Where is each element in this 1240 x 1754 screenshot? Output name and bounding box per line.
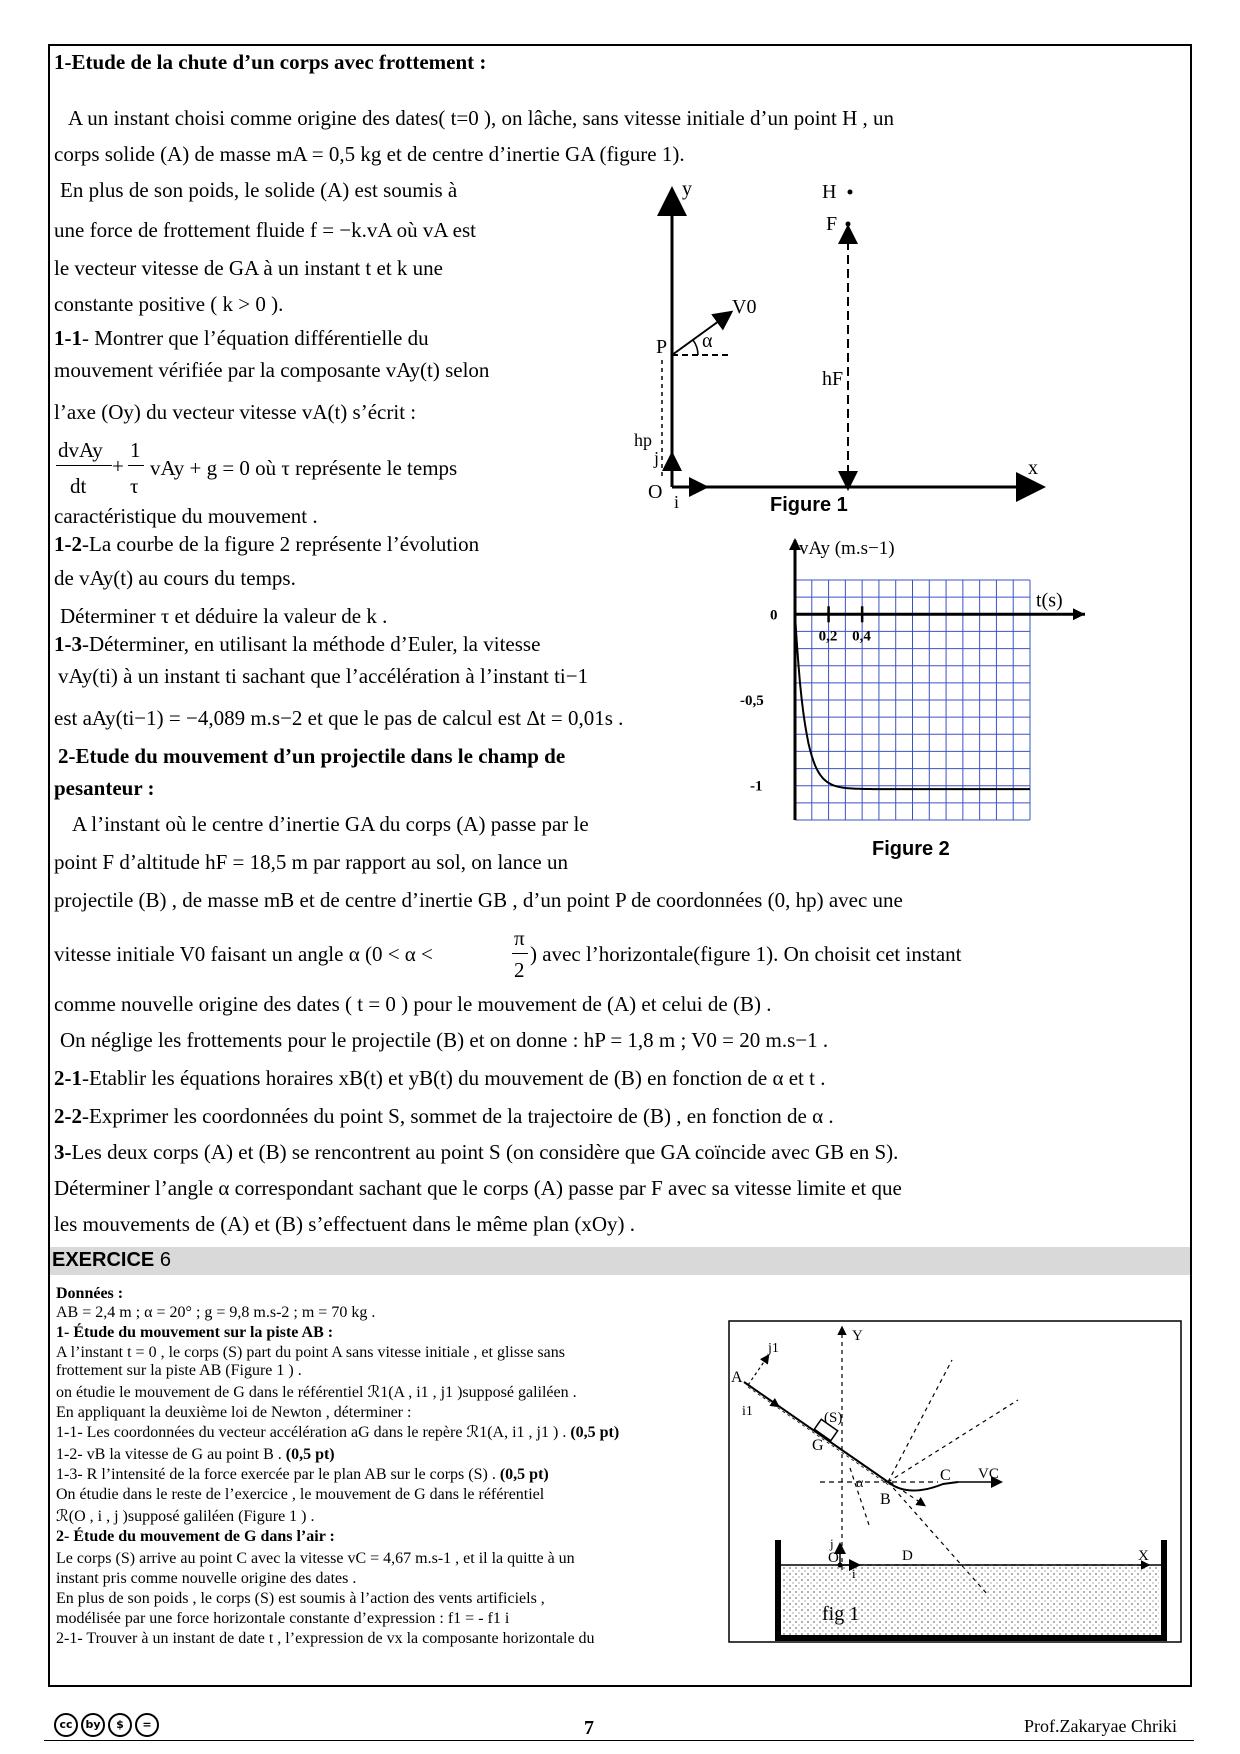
page-number: 7 <box>584 1717 594 1739</box>
eq-num: dvAy <box>58 438 103 462</box>
q13-line3: est aAy(ti−1) = −4,089 m.s−2 et que le pas de calcul est Δt = 0,01s . <box>54 706 624 730</box>
exercise6-header-num: 6 <box>159 1249 171 1271</box>
q21 <box>54 1066 825 1090</box>
ex6-s2-l5: 2-1- Trouver à un instant de date t , l’expression de vx la composante horizontale du <box>56 1630 595 1647</box>
q11-line3: l’axe (Oy) du vecteur vitesse vA(t) s’écrit : <box>54 400 417 424</box>
q11-line4: caractéristique du mouvement . <box>54 504 318 528</box>
figure1 <box>600 180 1060 520</box>
fig2-tick-neg1: -1 <box>750 778 763 795</box>
ex6-j1-vector <box>748 1356 768 1385</box>
fig2-tick-0.2: 0,2 <box>818 628 838 645</box>
ex6-s1-q1 <box>56 1424 619 1442</box>
cc-license-icons <box>54 1713 159 1737</box>
ex6-s1-q1-pts: (0,5 pt) <box>570 1424 620 1441</box>
q12-line1 <box>54 532 479 556</box>
part2-pi: π <box>514 926 525 950</box>
fig1-label-x: x <box>1028 457 1038 479</box>
cc-icon: cc <box>54 1713 78 1737</box>
ex6-s1-l2: frottement sur la piste AB (Figure 1 ) . <box>56 1362 302 1379</box>
fig1-label-i: i <box>674 492 680 512</box>
ex6-label-j: j <box>830 1536 834 1551</box>
q12-number: 1-2 <box>54 532 82 556</box>
ex6-track-AB <box>744 1382 888 1482</box>
figure2-caption: Figure 2 <box>872 838 950 860</box>
ex6-s2-l3: En plus de son poids , le corps (S) est soumis à l’action des vents artificiels , <box>56 1590 545 1607</box>
ex6-label-alpha: α <box>856 1476 864 1491</box>
ex6-s1-q3-text: 1-3- R l’intensité de la force exercée par le plan AB sur le corps (S) . <box>56 1466 496 1483</box>
fig2-axis-arrow <box>1073 608 1085 620</box>
fig1-label-hF: hF <box>822 368 844 390</box>
q21-text: -Etablir les équations horaires xB(t) et yB(t) du mouvement de (B) en fonction de α et t . <box>82 1066 826 1090</box>
part1-p2-line1: En plus de son poids, le solide (A) est soumis à <box>60 178 458 202</box>
ex6-donnees: AB = 2,4 m ; α = 20° ; g = 9,8 m.s-2 ; m = 70 kg . <box>56 1304 376 1321</box>
part2-line3: projectile (B) , de masse mB et de centre d’inertie GB , d’un point P de coordonnées (0, hp) avec une <box>54 888 903 912</box>
part2-line6: On néglige les frottements pour le projectile (B) et on donne : hP = 1,8 m ; V0 = 20 m.s−1 . <box>60 1028 829 1052</box>
ex6-s1-q1-text: 1-1- Les coordonnées du vecteur accélération aG dans le repère ℛ1(A, i1 , j1 ) . <box>56 1424 567 1441</box>
by-icon: by <box>81 1713 105 1737</box>
eq-one: 1 <box>130 438 141 462</box>
ex6-label-i1: i1 <box>742 1404 753 1419</box>
part2-title2: pesanteur : <box>54 776 155 800</box>
exercise6-header-text <box>52 1249 171 1272</box>
fig1-label-y: y <box>682 180 692 200</box>
fig1-label-O: O <box>648 481 663 503</box>
q11-text1: - Montrer que l’équation différentielle du <box>82 326 429 350</box>
q3-line3: les mouvements de (A) et (B) s’effectuent dans le même plan (xOy) . <box>54 1212 636 1236</box>
eq-frac-line2 <box>128 465 144 466</box>
eq-rest: vAy + g = 0 où τ représente le temps <box>150 456 458 480</box>
ex6-dashed-ray1 <box>888 1360 952 1482</box>
q3-line2: Déterminer l’angle α correspondant sachant que le corps (A) passe par F avec sa vitesse limite et que <box>54 1176 902 1200</box>
eq-frac-line <box>56 465 112 466</box>
fig2-ylabel: vAy (m.s−1) <box>799 538 895 559</box>
q22 <box>54 1104 834 1128</box>
part2-line2: point F d’altitude hF = 18,5 m par rapport au sol, on lance un <box>54 850 569 874</box>
fig1-v0-vector <box>672 313 730 355</box>
ex6-s1-l4: En appliquant la deuxième loi de Newton , déterminer : <box>56 1404 412 1421</box>
ex6-donnees-title: Données : <box>56 1285 124 1302</box>
part2-line4a: vitesse initiale V0 faisant un angle α (0 < α < <box>54 942 433 966</box>
ex6-s1-q3-pts: (0,5 pt) <box>499 1466 549 1483</box>
eq-den: dt <box>70 474 87 498</box>
ex6-s2-title: 2- Étude du mouvement de G dans l’air : <box>56 1528 335 1545</box>
q11-number: 1-1 <box>54 326 82 350</box>
ex6-s2-l4: modélisée par une force horizontale constante d’expression : f1 = - f1 i <box>56 1610 510 1627</box>
ex6-label-B: B <box>880 1491 891 1508</box>
part1-p2-line3: le vecteur vitesse de GA à un instant t et k une <box>54 256 443 280</box>
ex6-figure <box>728 1320 1184 1646</box>
ex6-s1-l5: On étudie dans le reste de l’exercice , le mouvement de G dans le référentiel <box>56 1486 545 1503</box>
author: Prof.Zakaryae Chriki <box>1024 1716 1177 1736</box>
q22-number: 2-2 <box>54 1104 82 1128</box>
part1-p1-line1: A un instant choisi comme origine des dates( t=0 ), on lâche, sans vitesse initiale d’un point H , un <box>68 106 895 130</box>
q21-number: 2-1 <box>54 1066 82 1090</box>
q3-number: 3- <box>54 1140 72 1164</box>
fig2-xlabel: t(s) <box>1036 589 1063 612</box>
ex6-label-O: O <box>828 1550 839 1566</box>
nc-icon: $ <box>108 1713 132 1737</box>
q11-line2: mouvement vérifiée par la composante vAy(t) selon <box>54 358 490 382</box>
ex6-label-Y: Y <box>852 1328 863 1344</box>
fig2-tick-0: 0 <box>770 607 778 624</box>
nd-icon: = <box>135 1713 159 1737</box>
exercise6-header <box>50 1247 1190 1275</box>
ex6-s2-l2: instant pris comme nouvelle origine des dates . <box>56 1570 357 1587</box>
eq-plus: + <box>112 454 124 478</box>
ex6-label-S: (S) <box>824 1410 843 1426</box>
ex6-s2-l1: Le corps (S) arrive au point C avec la vitesse vC = 4,67 m.s-1 , et il la quitte à un <box>56 1550 575 1567</box>
ex6-s1-l3: on étudie le mouvement de G dans le référentiel ℛ1(A , i1 , j1 )supposé galiléen . <box>56 1384 577 1401</box>
q13-line2: vAy(ti) à un instant ti sachant que l’accélération à l’instant ti−1 <box>58 664 589 688</box>
footer-rule <box>44 1740 1194 1741</box>
q3-text1: Les deux corps (A) et (B) se rencontrent au point S (on considère que GA coïncide avec GB en S). <box>71 1140 899 1164</box>
figure2-chart <box>740 530 1090 830</box>
ex6-s1-q2-pts: (0,5 pt) <box>285 1446 335 1463</box>
fig1-label-j: j <box>654 448 660 468</box>
part2-title1: 2-Etude du mouvement d’un projectile dans le champ de <box>58 744 566 768</box>
fig1-label-hp: hp <box>634 430 652 450</box>
part1-p2-line2: une force de frottement fluide f = −k.vA où vA est <box>54 218 476 242</box>
ex6-label-C: C <box>940 1467 951 1484</box>
ex6-label-Vc: VC <box>978 1466 999 1482</box>
fig1-label-F: F <box>826 213 838 235</box>
ex6-s1-q3 <box>56 1466 549 1484</box>
ex6-s1-l1: A l’instant t = 0 , le corps (S) part du point A sans vitesse initiale , et glisse sans <box>56 1344 565 1361</box>
ex6-fig-caption: fig 1 <box>822 1603 860 1625</box>
q13-number: 1-3 <box>54 632 82 656</box>
fig1-label-alpha: α <box>702 330 713 352</box>
ex6-s1-q2 <box>56 1446 335 1464</box>
ex6-s1-title: 1- Étude du mouvement sur la piste AB : <box>56 1324 334 1341</box>
fig1-label-H: H <box>822 181 837 203</box>
part1-title: 1-Etude de la chute d’un corps avec frottement : <box>54 50 487 74</box>
exercise6-header-bold: EXERCICE <box>52 1249 155 1271</box>
q12-text1: -La courbe de la figure 2 représente l’évolution <box>82 532 480 556</box>
fig2-tick-0.4: 0,4 <box>852 628 871 645</box>
q12-line2: de vAy(t) au cours du temps. <box>54 566 296 590</box>
ex6-s1-q2-text: 1-2- vB la vitesse de G au point B . <box>56 1446 282 1463</box>
q22-text: -Exprimer les coordonnées du point S, sommet de la trajectoire de (B) , en fonction de α . <box>82 1104 834 1128</box>
fig1-point-F <box>846 222 851 227</box>
part2-line5: comme nouvelle origine des dates ( t = 0 ) pour le mouvement de (A) et celui de (B) . <box>54 992 772 1016</box>
fig2-tick-neg0.5: -0,5 <box>740 693 764 709</box>
q11-line1 <box>54 326 429 350</box>
ex6-label-G: G <box>812 1437 824 1454</box>
part2-line4b: ) avec l’horizontale(figure 1). On choisit cet instant <box>530 942 962 966</box>
ex6-label-X: X <box>1138 1548 1149 1564</box>
ex6-label-A: A <box>731 1369 743 1386</box>
part1-p2-line4: constante positive ( k > 0 ). <box>54 292 284 316</box>
q13-line1 <box>54 632 540 656</box>
part2-line1: A l’instant où le centre d’inertie GA du corps (A) passe par le <box>72 812 589 836</box>
fig1-label-P: P <box>656 336 668 358</box>
fig1-point-H <box>848 190 853 195</box>
part2-two: 2 <box>514 958 525 982</box>
figure1-caption: Figure 1 <box>770 494 848 516</box>
ex6-label-D: D <box>902 1548 913 1564</box>
ex6-label-j1: j1 <box>768 1341 779 1356</box>
ex6-s1-l6: ℛ(O , i , j )supposé galiléen (Figure 1 ) . <box>56 1508 315 1525</box>
part1-p1-line2: corps solide (A) de masse mA = 0,5 kg et de centre d’inertie GA (figure 1). <box>54 142 685 166</box>
q13-text1: -Déterminer, en utilisant la méthode d’Euler, la vitesse <box>82 632 541 656</box>
part2-pi-line <box>512 953 528 954</box>
q12-line3: Déterminer τ et déduire la valeur de k . <box>60 604 388 628</box>
ex6-label-i: i <box>852 1566 856 1581</box>
fig1-alpha-arc <box>693 340 698 355</box>
eq-tau: τ <box>130 474 139 498</box>
fig1-label-V0: V0 <box>732 296 757 318</box>
q3-line1 <box>54 1140 898 1164</box>
